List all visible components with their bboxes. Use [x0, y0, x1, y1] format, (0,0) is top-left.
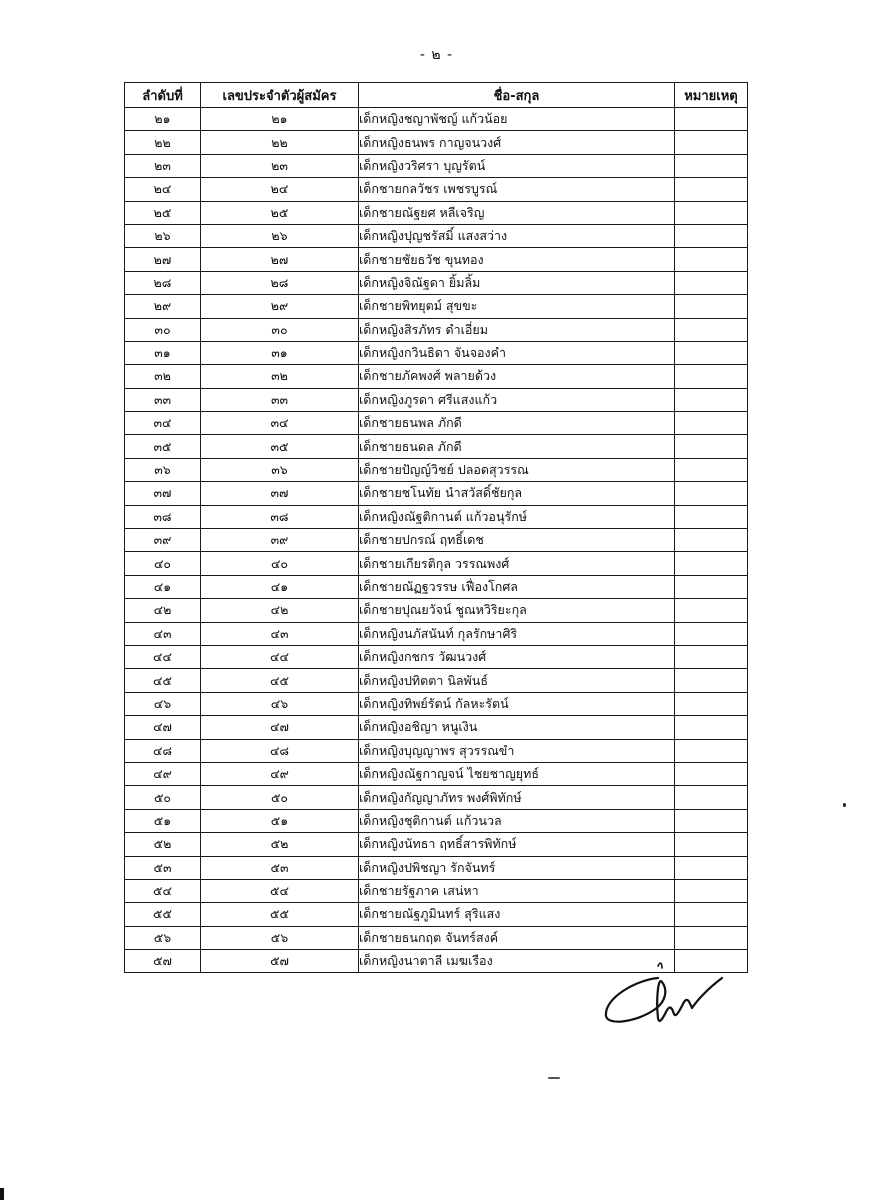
- cell-name: เด็กชายธนดล ภักดี: [359, 435, 675, 458]
- cell-seq: ๓๙: [125, 529, 201, 552]
- table-row: [125, 669, 748, 692]
- cell-applicant-id: ๒๓: [201, 154, 359, 177]
- cell-applicant-id: ๓๗: [201, 482, 359, 505]
- cell-name: เด็กชายพิทยุตม์ สุขขะ: [359, 295, 675, 318]
- cell-name: เด็กชายณัฏฐวรรษ เฟื่องโกศล: [359, 575, 675, 598]
- cell-note: [675, 575, 748, 598]
- header-applicant-id: เลขประจำตัวผู้สมัคร: [201, 83, 359, 108]
- cell-applicant-id: ๓๕: [201, 435, 359, 458]
- cell-seq: ๒๘: [125, 271, 201, 294]
- table-row: [125, 201, 748, 224]
- cell-seq: ๒๗: [125, 248, 201, 271]
- cell-seq: ๒๙: [125, 295, 201, 318]
- cell-name: เด็กหญิงวริศรา บุญรัตน์: [359, 154, 675, 177]
- table-row: [125, 178, 748, 201]
- cell-seq: ๕๐: [125, 786, 201, 809]
- cell-name: เด็กชายรัฐภาค เสน่หา: [359, 879, 675, 902]
- scan-speck: [548, 1077, 560, 1079]
- cell-note: [675, 622, 748, 645]
- cell-applicant-id: ๒๕: [201, 201, 359, 224]
- cell-applicant-id: ๓๔: [201, 412, 359, 435]
- table-row: [125, 412, 748, 435]
- cell-seq: ๔๒: [125, 599, 201, 622]
- cell-applicant-id: ๔๓: [201, 622, 359, 645]
- cell-applicant-id: ๒๗: [201, 248, 359, 271]
- cell-name: เด็กหญิงนาตาลี เมฆเรือง: [359, 950, 675, 973]
- cell-seq: ๓๐: [125, 318, 201, 341]
- cell-name: เด็กชายชัยธวัช ขุนทอง: [359, 248, 675, 271]
- cell-note: [675, 341, 748, 364]
- cell-seq: ๕๑: [125, 809, 201, 832]
- cell-seq: ๓๗: [125, 482, 201, 505]
- cell-name: เด็กหญิงณัฐติกานต์ แก้วอนุรักษ์: [359, 505, 675, 528]
- table-row: [125, 131, 748, 154]
- table-header-row: [125, 83, 748, 108]
- table-row: [125, 692, 748, 715]
- cell-seq: ๓๕: [125, 435, 201, 458]
- cell-note: [675, 692, 748, 715]
- cell-name: เด็กหญิงนัทธา ฤทธิ์สารพิทักษ์: [359, 833, 675, 856]
- table-row: [125, 599, 748, 622]
- cell-name: เด็กชายเกียรติกุล วรรณพงศ์: [359, 552, 675, 575]
- cell-seq: ๔๗: [125, 716, 201, 739]
- cell-name: เด็กชายธนพล ภักดี: [359, 412, 675, 435]
- cell-note: [675, 318, 748, 341]
- cell-applicant-id: ๒๖: [201, 224, 359, 247]
- cell-note: [675, 645, 748, 668]
- cell-seq: ๒๔: [125, 178, 201, 201]
- cell-name: เด็กหญิงชุติกานต์ แก้วนวล: [359, 809, 675, 832]
- cell-note: [675, 201, 748, 224]
- cell-seq: ๒๕: [125, 201, 201, 224]
- cell-applicant-id: ๓๙: [201, 529, 359, 552]
- table-row: [125, 833, 748, 856]
- cell-seq: ๓๑: [125, 341, 201, 364]
- cell-note: [675, 248, 748, 271]
- table-row: [125, 575, 748, 598]
- cell-seq: ๓๖: [125, 458, 201, 481]
- cell-note: [675, 762, 748, 785]
- cell-name: เด็กหญิงปพิชญา รักจันทร์: [359, 856, 675, 879]
- table-row: [125, 645, 748, 668]
- cell-applicant-id: ๔๐: [201, 552, 359, 575]
- table-row: [125, 926, 748, 949]
- cell-name: เด็กหญิงบุญญาพร สุวรรณขำ: [359, 739, 675, 762]
- cell-note: [675, 412, 748, 435]
- cell-seq: ๕๕: [125, 903, 201, 926]
- cell-note: [675, 295, 748, 318]
- cell-applicant-id: ๓๓: [201, 388, 359, 411]
- cell-note: [675, 786, 748, 809]
- table-row: [125, 809, 748, 832]
- header-seq: ลำดับที่: [125, 83, 201, 108]
- cell-note: [675, 224, 748, 247]
- cell-note: [675, 154, 748, 177]
- header-note: หมายเหตุ: [675, 83, 748, 108]
- cell-name: เด็กหญิงจิณัฐดา ยิ้มลิ้ม: [359, 271, 675, 294]
- cell-seq: ๓๔: [125, 412, 201, 435]
- cell-name: เด็กชายปัญญ์วิชย์ ปลอดสุวรรณ: [359, 458, 675, 481]
- cell-name: เด็กชายณัฐภูมินทร์ สุริแสง: [359, 903, 675, 926]
- cell-applicant-id: ๔๙: [201, 762, 359, 785]
- cell-name: เด็กหญิงปทิตตา นิลพันธ์: [359, 669, 675, 692]
- cell-applicant-id: ๕๕: [201, 903, 359, 926]
- page-number: - ๒ -: [419, 47, 454, 63]
- cell-seq: ๒๖: [125, 224, 201, 247]
- table-row: [125, 856, 748, 879]
- cell-note: [675, 739, 748, 762]
- table-row: [125, 716, 748, 739]
- table-row: [125, 505, 748, 528]
- cell-note: [675, 505, 748, 528]
- table-row: [125, 762, 748, 785]
- cell-applicant-id: ๔๔: [201, 645, 359, 668]
- cell-applicant-id: ๔๗: [201, 716, 359, 739]
- cell-name: เด็กชายธนกฤต จันทร์สงค์: [359, 926, 675, 949]
- cell-seq: ๕๔: [125, 879, 201, 902]
- cell-applicant-id: ๓๒: [201, 365, 359, 388]
- cell-seq: ๔๙: [125, 762, 201, 785]
- cell-note: [675, 365, 748, 388]
- cell-applicant-id: ๓๑: [201, 341, 359, 364]
- cell-name: เด็กหญิงกชกร วัฒนวงศ์: [359, 645, 675, 668]
- cell-seq: ๒๒: [125, 131, 201, 154]
- cell-seq: ๔๐: [125, 552, 201, 575]
- cell-note: [675, 388, 748, 411]
- cell-applicant-id: ๕๗: [201, 950, 359, 973]
- cell-applicant-id: ๒๘: [201, 271, 359, 294]
- cell-note: [675, 271, 748, 294]
- cell-seq: ๔๕: [125, 669, 201, 692]
- table-row: [125, 435, 748, 458]
- table-row: [125, 271, 748, 294]
- cell-seq: ๕๓: [125, 856, 201, 879]
- table-row: [125, 482, 748, 505]
- cell-note: [675, 879, 748, 902]
- signature-icon: [596, 960, 726, 1032]
- cell-applicant-id: ๕๒: [201, 833, 359, 856]
- cell-note: [675, 599, 748, 622]
- cell-seq: ๓๒: [125, 365, 201, 388]
- cell-name: เด็กหญิงกัญญาภัทร พงศ์พิทักษ์: [359, 786, 675, 809]
- cell-applicant-id: ๔๑: [201, 575, 359, 598]
- cell-applicant-id: ๓๖: [201, 458, 359, 481]
- table-row: [125, 786, 748, 809]
- cell-note: [675, 669, 748, 692]
- cell-name: เด็กชายณัฐยศ หลีเจริญ: [359, 201, 675, 224]
- table-row: [125, 552, 748, 575]
- table-row: [125, 295, 748, 318]
- table-row: [125, 341, 748, 364]
- cell-seq: ๔๓: [125, 622, 201, 645]
- table-row: [125, 154, 748, 177]
- cell-seq: ๔๘: [125, 739, 201, 762]
- cell-name: เด็กหญิงสิรภัทร ดำเอี่ยม: [359, 318, 675, 341]
- table-row: [125, 365, 748, 388]
- cell-applicant-id: ๓๐: [201, 318, 359, 341]
- cell-seq: ๕๒: [125, 833, 201, 856]
- cell-name: เด็กหญิงนภัสนันท์ กุลรักษาศิริ: [359, 622, 675, 645]
- table-row: [125, 458, 748, 481]
- cell-name: เด็กชายปุณยวัจน์ ชูณหวิริยะกุล: [359, 599, 675, 622]
- applicant-roster-table: [124, 82, 748, 973]
- cell-applicant-id: ๒๒: [201, 131, 359, 154]
- cell-note: [675, 856, 748, 879]
- cell-applicant-id: ๓๘: [201, 505, 359, 528]
- table-row: [125, 108, 748, 131]
- cell-applicant-id: ๕๔: [201, 879, 359, 902]
- cell-name: เด็กชายชโนทัย นำสวัสดิ์ชัยกุล: [359, 482, 675, 505]
- table-body: [125, 108, 748, 973]
- cell-seq: ๒๑: [125, 108, 201, 131]
- cell-seq: ๕๗: [125, 950, 201, 973]
- cell-note: [675, 903, 748, 926]
- header-name: ชื่อ-สกุล: [359, 83, 675, 108]
- cell-applicant-id: ๕๑: [201, 809, 359, 832]
- cell-name: เด็กหญิงชญาพัชญ์ แก้วน้อย: [359, 108, 675, 131]
- table-row: [125, 879, 748, 902]
- table-row: [125, 224, 748, 247]
- cell-applicant-id: ๒๙: [201, 295, 359, 318]
- cell-note: [675, 926, 748, 949]
- cell-name: เด็กหญิงปุญชรัสมิ์ แสงสว่าง: [359, 224, 675, 247]
- cell-seq: ๓๘: [125, 505, 201, 528]
- table-row: [125, 248, 748, 271]
- cell-applicant-id: ๕๖: [201, 926, 359, 949]
- table-row: [125, 529, 748, 552]
- cell-name: เด็กหญิงกวินธิดา จันจองคำ: [359, 341, 675, 364]
- table-row: [125, 388, 748, 411]
- cell-note: [675, 552, 748, 575]
- cell-note: [675, 458, 748, 481]
- cell-seq: ๓๓: [125, 388, 201, 411]
- cell-note: [675, 178, 748, 201]
- cell-note: [675, 833, 748, 856]
- table-row: [125, 318, 748, 341]
- cell-name: เด็กหญิงอชิญา หนูเงิน: [359, 716, 675, 739]
- cell-seq: ๔๔: [125, 645, 201, 668]
- table-row: [125, 739, 748, 762]
- cell-applicant-id: ๕๐: [201, 786, 359, 809]
- cell-note: [675, 108, 748, 131]
- cell-applicant-id: ๔๕: [201, 669, 359, 692]
- cell-applicant-id: ๒๑: [201, 108, 359, 131]
- cell-seq: ๔๑: [125, 575, 201, 598]
- cell-seq: ๒๓: [125, 154, 201, 177]
- cell-applicant-id: ๕๓: [201, 856, 359, 879]
- table-row: [125, 622, 748, 645]
- cell-note: [675, 716, 748, 739]
- cell-note: [675, 131, 748, 154]
- cell-note: [675, 482, 748, 505]
- cell-applicant-id: ๔๒: [201, 599, 359, 622]
- cell-note: [675, 435, 748, 458]
- cell-name: เด็กชายปกรณ์ ฤทธิ์เดช: [359, 529, 675, 552]
- scan-speck: [0, 1188, 4, 1200]
- cell-applicant-id: ๒๔: [201, 178, 359, 201]
- cell-note: [675, 809, 748, 832]
- cell-seq: ๔๖: [125, 692, 201, 715]
- cell-name: เด็กหญิงณัฐกาญจน์ ไชยชาญยุทธ์: [359, 762, 675, 785]
- scan-speck: [843, 803, 846, 807]
- cell-name: เด็กหญิงธนพร กาญจนวงศ์: [359, 131, 675, 154]
- cell-applicant-id: ๔๖: [201, 692, 359, 715]
- table-row: [125, 903, 748, 926]
- cell-note: [675, 529, 748, 552]
- cell-name: เด็กชายกลวัชร เพชรบูรณ์: [359, 178, 675, 201]
- cell-applicant-id: ๔๘: [201, 739, 359, 762]
- cell-seq: ๕๖: [125, 926, 201, 949]
- cell-name: เด็กหญิงภูรดา ศรีแสงแก้ว: [359, 388, 675, 411]
- cell-name: เด็กหญิงทิพย์รัตน์ กัลหะรัตน์: [359, 692, 675, 715]
- cell-name: เด็กชายภัคพงศ์ พลายด้วง: [359, 365, 675, 388]
